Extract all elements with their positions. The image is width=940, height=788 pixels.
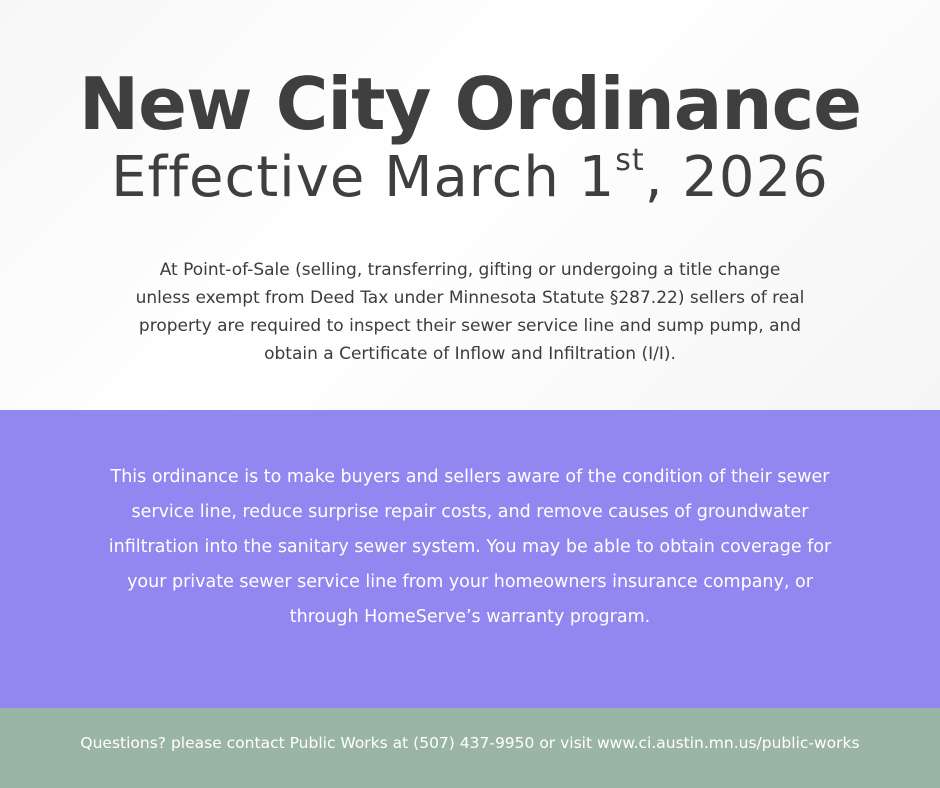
intro-paragraph: At Point-of-Sale (selling, transferring, gifting or undergoing a title change unless exempt from Deed Tax under Minnesota Statute §287.22) sellers of real property are required to inspect their sewer service line and sump pump, and obtain a Certificate of Inflow and Infiltration (I/I). [135, 260, 805, 364]
effective-date [0, 142, 940, 223]
page-title: New City Ordinance [78, 62, 862, 146]
effective-date-ordinal: st [615, 143, 645, 178]
ordinance-purpose-paragraph: This ordinance is to make buyers and sellers aware of the condition of their sewer service line, reduce surprise repair costs, and remove causes of groundwater infiltration into the sanitary sewer system. You may be able to obtain coverage for your private sewer service line from your homeowners insurance company, or through HomeServe’s warranty program. [108, 467, 832, 627]
effective-date-year: , 2026 [644, 145, 829, 210]
effective-date-prefix: Effective March 1 [111, 145, 616, 210]
footer-contact-text: Questions? please contact Public Works at (507) 437-9950 or visit www.ci.austin.mn.us/public-works [80, 734, 860, 752]
